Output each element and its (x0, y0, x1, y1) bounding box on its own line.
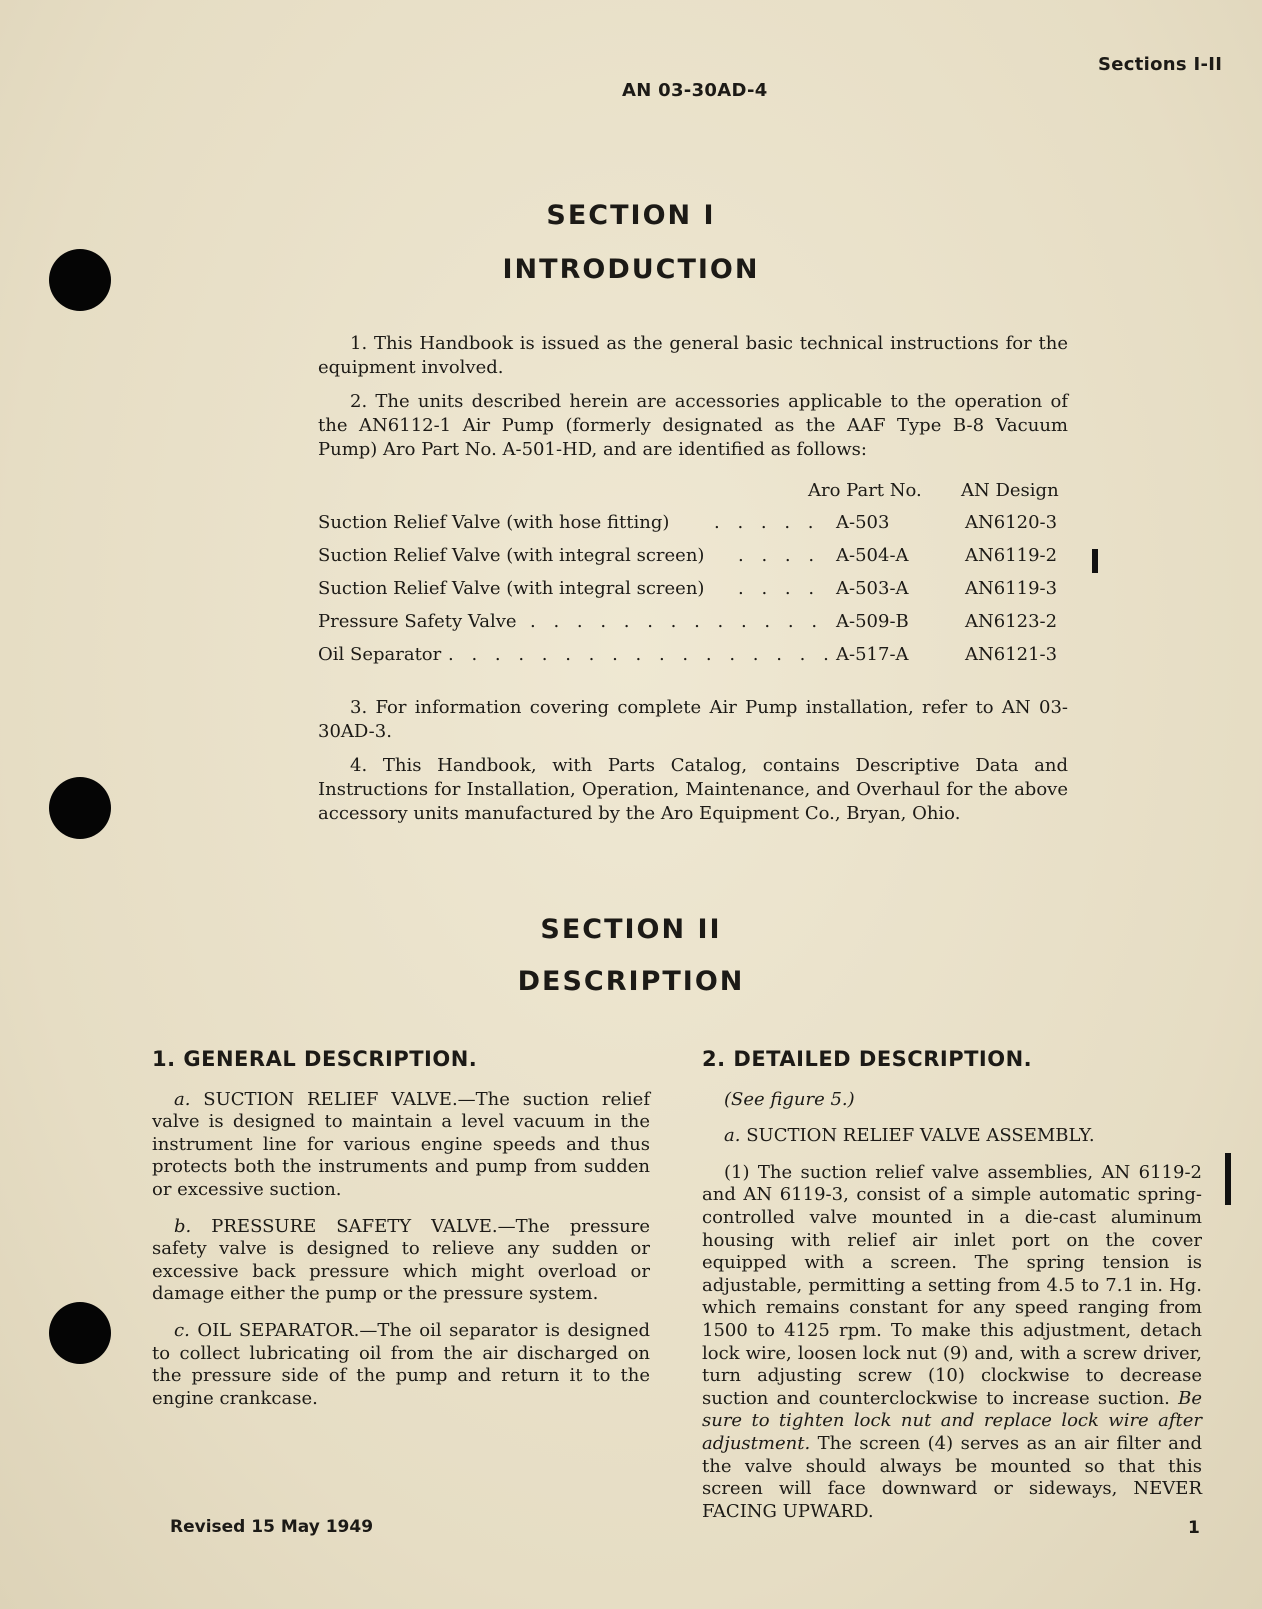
section2-label: SECTION II (540, 914, 722, 945)
item-text: SUCTION RELIEF VALVE.—The suction relief valve is designed to maintain a level vacuum in the instrument line for various engine speeds and thus protects both the instruments and pump from sudden or excessive suction. (152, 1088, 650, 1200)
binder-hole-middle (49, 777, 111, 839)
detailed-description-column (702, 1048, 1202, 1537)
parts-row (318, 605, 1070, 638)
page-number: 1 (1188, 1518, 1200, 1538)
general-description-a (152, 1089, 650, 1202)
leader-dots: . . . . . . . . . . . . . . . . . (448, 644, 835, 665)
item-mark: b. (174, 1215, 192, 1237)
intro-paragraph-4: 4. This Handbook, with Parts Catalog, contains Descriptive Data and Instructions for Installation, Operation, Maintenance, and Overhaul for the above accessory units manufactured by the Aro Equipment Co., Bryan, Ohio. (318, 755, 1068, 824)
parts-table (318, 476, 1070, 671)
intro-paragraph-3: 3. For information covering complete Air Pump installation, refer to AN 03-30AD-3. (318, 697, 1068, 742)
item-text: PRESSURE SAFETY VALVE.—The pressure safety valve is designed to relieve any sudden or excessive back pressure which might overload or damage either the pump or the pressure system. (152, 1215, 650, 1305)
parts-row (318, 506, 1070, 539)
detailed-description-paragraph-1 (702, 1162, 1202, 1524)
an-design-number: AN6120-3 (965, 512, 1058, 533)
paragraph-text: (1) The suction relief valve assemblies, AN 6119-2 and AN 6119-3, consist of a simple automatic spring-controlled valve mounted in a die-cast aluminum housing with relief air inlet port on the cover equipped with a screen. The spring tension is adjustable, permitting a setting from 4.5 to 7.1 in. Hg. which remains constant for any speed ranging from 1500 to 4125 rpm. To make this adjustment, detach lock wire, loosen lock nut (9) and, with a screw driver, turn adjusting screw (10) clockwise to decrease suction and counterclockwise to increase suction. (702, 1161, 1202, 1409)
item-title: SUCTION RELIEF VALVE ASSEMBLY. (746, 1125, 1095, 1147)
part-name: Pressure Safety Valve (318, 611, 517, 632)
revision-bar (1225, 1153, 1231, 1205)
aro-part-number: A-503 (836, 512, 890, 533)
document-number: AN 03-30AD-4 (622, 80, 768, 101)
aro-part-number: A-517-A (836, 644, 909, 665)
item-text: OIL SEPARATOR.—The oil separator is designed to collect lubricating oil from the air discharged on the pressure side of the pump and return it to the engine crankcase. (152, 1319, 650, 1409)
item-mark: a. (724, 1125, 741, 1147)
section1-label: SECTION I (546, 200, 716, 231)
sections-header: Sections I-II (1098, 54, 1223, 75)
section1-title: INTRODUCTION (502, 254, 760, 285)
item-mark: c. (174, 1319, 190, 1341)
aro-part-number: A-504-A (836, 545, 909, 566)
leader-dots: . . . . . (714, 512, 820, 533)
detailed-description-heading: 2. DETAILED DESCRIPTION. (702, 1047, 1033, 1071)
see-figure-reference: (See figure 5.) (724, 1088, 855, 1110)
revision-bar (1092, 549, 1098, 573)
aro-part-number: A-509-B (836, 611, 909, 632)
parts-row (318, 572, 1070, 605)
part-name: Suction Relief Valve (with integral screen) (318, 545, 705, 566)
general-description-b (152, 1216, 650, 1306)
detailed-description-a (702, 1125, 1202, 1148)
general-description-c (152, 1320, 650, 1410)
section1-intro (318, 332, 1068, 472)
intro-paragraph-2: 2. The units described herein are accessories applicable to the operation of the AN6112-1 Air Pump (formerly designated as the AAF Type B-8 Vacuum Pump) Aro Part No. A-501-HD, and are identified as follows: (318, 391, 1068, 460)
aro-part-number: A-503-A (836, 578, 909, 599)
binder-hole-bottom (49, 1302, 111, 1364)
part-name: Suction Relief Valve (with integral screen) (318, 578, 705, 599)
an-design-number: AN6121-3 (965, 644, 1058, 665)
an-design-number: AN6123-2 (965, 611, 1058, 632)
paragraph-text-tail: The screen (4) serves as an air filter and the valve should always be mounted so that this screen will face downward or sideways, NEVER FACING UPWARD. (702, 1432, 1202, 1522)
section1-notes (318, 696, 1068, 836)
general-description-column (152, 1048, 650, 1424)
part-name: Suction Relief Valve (with hose fitting) (318, 512, 670, 533)
part-name: Oil Separator (318, 644, 442, 665)
intro-paragraph-1: 1. This Handbook is issued as the general basic technical instructions for the equipment involved. (318, 333, 1068, 378)
aro-part-column-header: Aro Part No. (808, 480, 922, 501)
an-design-number: AN6119-2 (965, 545, 1058, 566)
an-design-column-header: AN Design (961, 480, 1059, 501)
leader-dots: . . . . . . . . . . . . . (530, 611, 824, 632)
parts-table-header (318, 476, 1070, 506)
revision-date: Revised 15 May 1949 (170, 1517, 374, 1537)
parts-row (318, 539, 1070, 572)
an-design-number: AN6119-3 (965, 578, 1058, 599)
section2-title: DESCRIPTION (517, 966, 745, 997)
caution-text: Be sure to tighten lock nut and replace lock wire after adjustment. (702, 1387, 1202, 1454)
leader-dots: . . . . (738, 545, 821, 566)
parts-row (318, 638, 1070, 671)
general-description-heading: 1. GENERAL DESCRIPTION. (152, 1047, 478, 1071)
leader-dots: . . . . (738, 578, 821, 599)
item-mark: a. (174, 1088, 191, 1110)
